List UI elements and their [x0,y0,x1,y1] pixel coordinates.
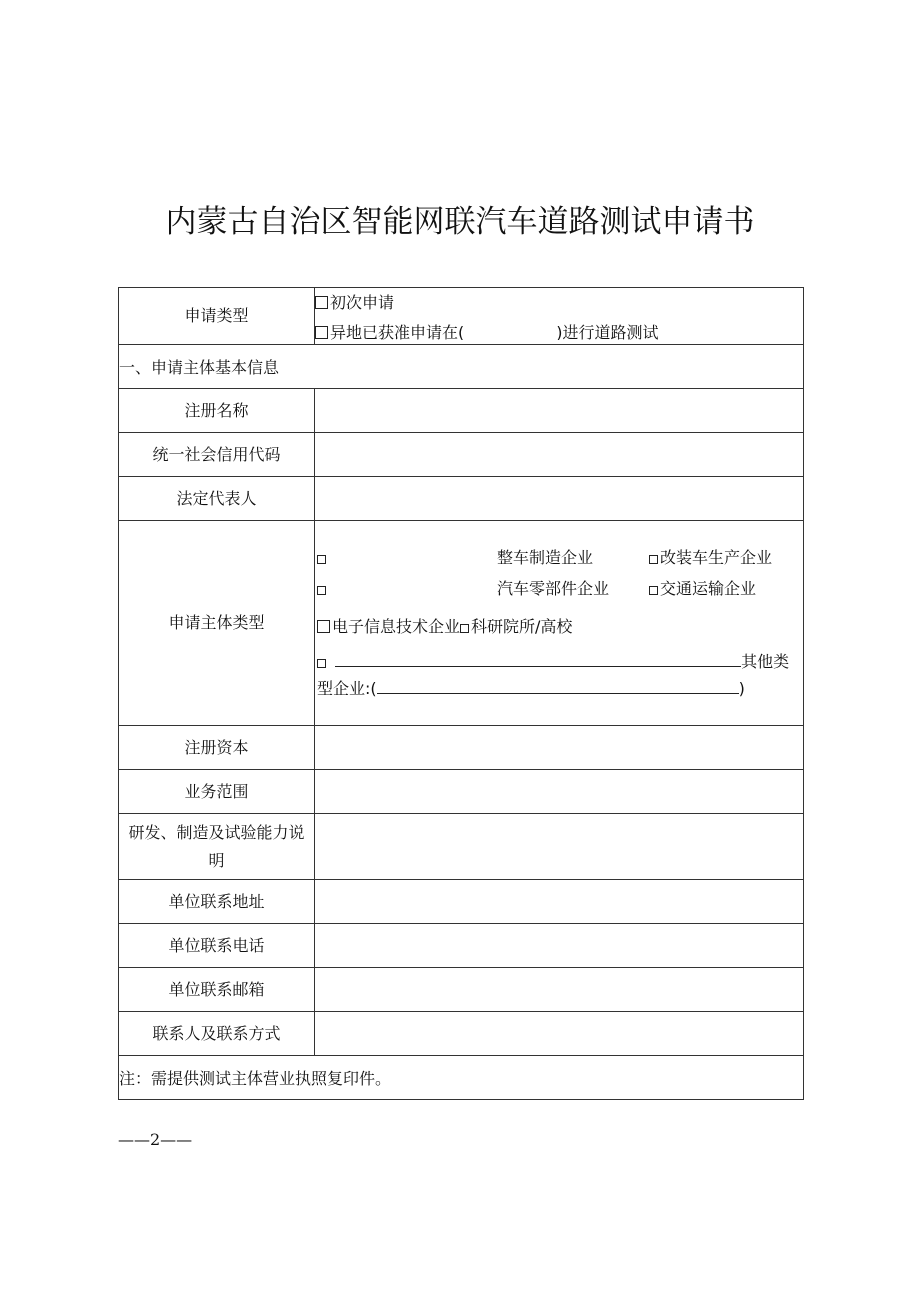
apply-type-label: 申请类型 [119,288,315,345]
address-field[interactable] [315,880,804,924]
apply-type-row [119,288,804,345]
subject-type-row [119,521,804,726]
legal-rep-field[interactable] [315,477,804,521]
apply-type-options [315,288,804,345]
subject-option-row-2 [317,574,802,604]
email-field[interactable] [315,968,804,1012]
other-type-close: ) [738,679,745,698]
apply-option-other-suffix: )进行道路测试 [556,323,659,340]
note-text: 注：需提供测试主体营业执照复印件。 [119,1056,804,1100]
note-row [119,1056,804,1100]
application-form-table [118,287,804,1100]
checkbox-icon[interactable] [315,326,328,339]
biz-scope-field[interactable] [315,770,804,814]
contact-field[interactable] [315,1012,804,1056]
checkbox-icon[interactable] [317,620,330,633]
email-row [119,968,804,1012]
section-header-row [119,345,804,389]
checkbox-icon[interactable] [317,586,326,595]
other-type-blank[interactable] [335,650,741,667]
subject-option-row-5 [317,674,802,704]
phone-field[interactable] [315,924,804,968]
email-label: 单位联系邮箱 [119,968,315,1012]
apply-option-first-label: 初次申请 [330,293,395,312]
rd-desc-label: 研发、制造及试验能力说明 [119,814,315,880]
legal-rep-row [119,477,804,521]
subject-option-other: 其他类 [741,652,790,671]
subject-option-row-1 [317,543,802,573]
credit-code-field[interactable] [315,433,804,477]
checkbox-icon[interactable] [317,659,326,668]
subject-option-research[interactable]: 科研院所/高校 [471,617,573,636]
subject-option-vehicle-maker[interactable]: 整车制造企业 [497,548,594,567]
apply-option-other[interactable] [315,318,803,340]
biz-scope-label: 业务范围 [119,770,315,814]
checkbox-icon[interactable] [649,586,658,595]
checkbox-icon[interactable] [315,296,328,309]
reg-name-label: 注册名称 [119,389,315,433]
reg-name-field[interactable] [315,389,804,433]
subject-option-electronics[interactable]: 电子信息技术企业 [332,617,461,636]
legal-rep-label: 法定代表人 [119,477,315,521]
phone-row [119,924,804,968]
reg-capital-field[interactable] [315,726,804,770]
subject-option-parts-maker[interactable]: 汽车零部件企业 [497,579,610,598]
rd-desc-row [119,814,804,880]
subject-type-label: 申请主体类型 [119,521,315,726]
page-number: ——2—— [118,1130,193,1149]
rd-desc-field[interactable] [315,814,804,880]
address-label: 单位联系地址 [119,880,315,924]
checkbox-icon[interactable] [317,555,326,564]
reg-capital-label: 注册资本 [119,726,315,770]
credit-code-label: 统一社会信用代码 [119,433,315,477]
contact-row [119,1012,804,1056]
address-row [119,880,804,924]
subject-option-row-3 [317,612,802,642]
subject-option-transport[interactable]: 交通运输企业 [660,579,757,598]
biz-scope-row [119,770,804,814]
subject-option-modified-vehicle[interactable]: 改装车生产企业 [660,548,773,567]
subject-option-row-4 [317,647,802,677]
section-basic-info: 一、申请主体基本信息 [119,345,804,389]
page-title: 内蒙古自治区智能网联汽车道路测试申请书 [165,204,755,240]
checkbox-icon[interactable] [460,624,469,633]
reg-capital-row [119,726,804,770]
reg-name-row [119,389,804,433]
phone-label: 单位联系电话 [119,924,315,968]
checkbox-icon[interactable] [649,555,658,564]
subject-type-options [315,521,804,726]
other-type-detail-blank[interactable] [377,677,739,694]
apply-option-first[interactable] [315,288,803,318]
other-type-line2-label: 型企业:( [317,679,377,698]
credit-code-row [119,433,804,477]
apply-option-other-prefix: 异地已获准申请在( [330,323,465,340]
contact-label: 联系人及联系方式 [119,1012,315,1056]
